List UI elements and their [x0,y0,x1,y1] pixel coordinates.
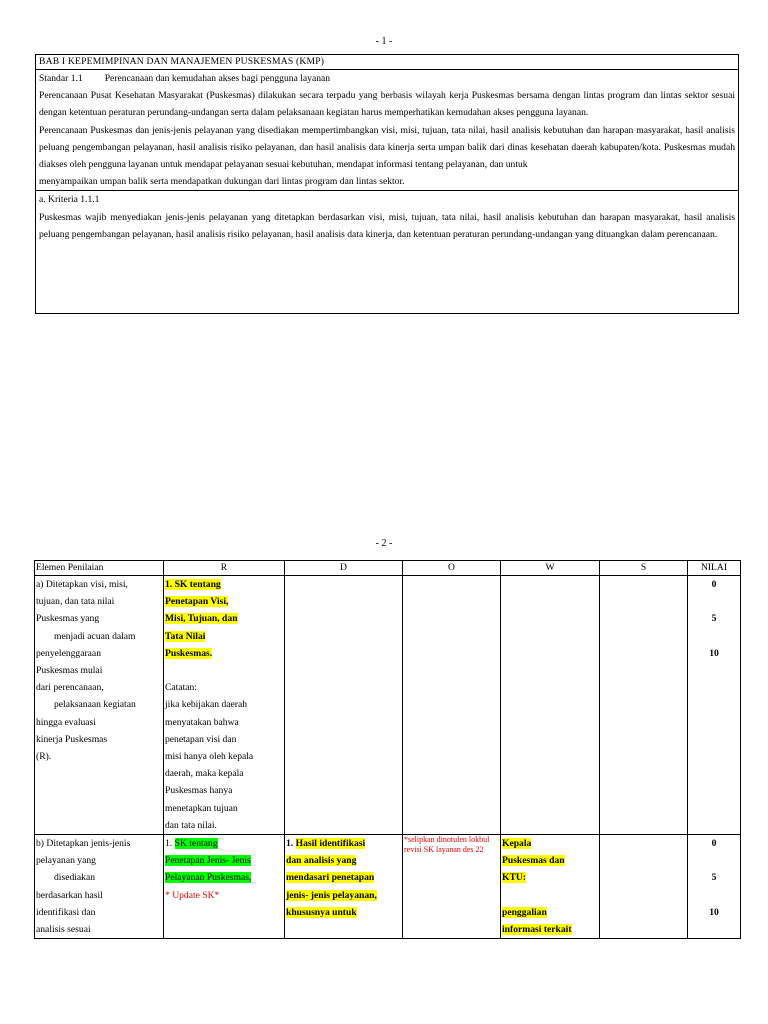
page-number: - 1 - [375,36,393,47]
table-row [35,835,741,939]
elemen-line: a) Ditetapkan visi, misi, [36,579,128,590]
o-cell [403,835,501,939]
note-line: Catatan: [165,682,197,694]
page-number: - 2 - [375,538,393,549]
assessment-table [34,560,741,939]
criteria-section [36,191,738,243]
r-cell [164,835,285,939]
w-line: Puskesmas dan [502,855,565,867]
w-line: KTU: [502,872,526,884]
standard-paragraph-2-end: menyampaikan umpan balik serta mendapatkan dukungan dari lintas program dan lintas sektor. [39,176,405,188]
standard-box [35,54,739,314]
elemen-line: Puskesmas mulai [36,665,103,677]
standard-code: Standar 1.1 [39,73,83,84]
column-header-elemen: Elemen Penilaian [35,561,164,576]
elemen-line: berdasarkan hasil [36,889,103,901]
criteria-title: a. Kriteria 1.1.1 [39,194,100,206]
standard-paragraph-2: Perencanaan Puskesmas dan jenis-jenis pelayanan yang disediakan mempertimbangkan visi, misi, tujuan, tata nilai, hasil analisis kebutuhan dan harapan masyarakat, hasil analisis peluang pengembangan pelayanan, hasil analisis risiko pelayanan, dan hasil analisis data kinerja serta umpan balik dari dinas kesehatan daerah kabupaten/kota. Puskesmas mudah diakses oleh pengguna layanan untuk mendapat pelayanan sesuai kebutuhan, mendapat informasi tentang pelayanan, dan untuk [39,124,735,171]
score-value: 5 [711,872,717,884]
column-header-w: W [501,561,600,576]
score-value: 0 [711,838,717,850]
score-value: 10 [709,906,719,918]
w-cell [501,576,600,835]
note-line: menyatakan bahwa [165,716,239,728]
w-cell [501,835,600,939]
elemen-cell [35,835,164,939]
elemen-line: pelayanan yang [36,855,96,867]
note-line: penetapan visi dan [165,733,237,745]
d-document-line: mendasari penetapan [286,872,375,884]
r-document-line: Tata Nilai [165,630,206,642]
elemen-line: identifikasi dan [36,906,96,918]
criteria-text: Puskesmas wajib menyediakan jenis-jenis pelayanan yang ditetapkan berdasarkan visi, misi, tujuan, tata nilai, hasil analisis kebutuhan dan harapan masyarakat, hasil analisis peluang pengembangan pelayanan, hasil analisis risiko pelayanan, hasil analisis data kinerja, dan ketentuan peraturan perundang-undangan yang dituangkan dalam perencanaan. [39,211,735,240]
note-line: dan tata nilai. [165,819,217,831]
r-document-line: Misi, Tujuan, dan [165,613,238,625]
elemen-line: tujuan, dan tata nilai [36,596,115,608]
elemen-line: dari perencanaan, [36,682,104,694]
elemen-line: kinerja Puskesmas [36,733,108,745]
elemen-line: hingga evaluasi [36,716,96,728]
standard-title: Perencanaan dan kemudahan akses bagi pengguna layanan [104,73,331,84]
elemen-line: pelaksanaan kegiatan [54,699,136,711]
elemen-line: b) Ditetapkan jenis-jenis [36,838,131,850]
d-cell [285,835,403,939]
elemen-line: Puskesmas yang [36,613,100,625]
w-line: Kepala [502,838,532,850]
nilai-cell [688,576,741,835]
standard-heading [39,70,735,87]
score-value: 0 [711,579,717,590]
standard-paragraph-1: Perencanaan Pusat Kesehatan Masyarakat (Puskesmas) dilakukan secara terpadu yang berbasis wilayah kerja Puskesmas bersama dengan lintas program dan lintas sektor sesuai dengan ketentuan peraturan perundang-undangan serta dalam pelaksanaan kegiatan harus memperhatikan kemudahan akses pengguna layanan. [39,90,735,119]
table-row [35,576,741,835]
w-line: informasi terkait [502,924,572,936]
elemen-line: menjadi acuan dalam [54,630,136,642]
d-document-line: dan analisis yang [286,855,357,867]
r-document-line: Penetapan Jenis- Jenis [165,855,251,867]
column-header-d: D [285,561,403,576]
s-cell [600,835,688,939]
r-number: 1. [165,838,173,850]
note-line: jika kebijakan daerah [165,699,248,711]
update-note: * Update SK* [165,889,220,901]
table-header-row [35,561,741,576]
w-line: penggalian [502,906,547,918]
column-header-r: R [164,561,285,576]
r-document-line: 1. SK tentang [165,579,221,590]
r-document-line: Pelayanan Puskesmas, [165,872,252,884]
note-line: daerah, maka kepala [165,768,244,780]
elemen-cell [35,576,164,835]
column-header-o: O [403,561,501,576]
elemen-line: penyelenggaraan [36,647,101,659]
nilai-cell [688,835,741,939]
d-document-line: jenis- jenis pelayanan, [286,889,377,901]
note-line: misi hanya oleh kepala [165,751,254,763]
score-value: 5 [711,613,717,625]
d-cell [285,576,403,835]
score-value: 10 [709,647,719,659]
elemen-line: (R). [36,751,52,763]
chapter-title: BAB I KEPEMIMPINAN DAN MANAJEMEN PUSKESMAS (KMP) [36,55,738,70]
r-cell [164,576,285,835]
r-document-line: SK tentang [174,838,218,850]
revision-note: *selipkan dinotulen lokbul revisi SK layanan des 22 [404,835,490,855]
s-cell [600,576,688,835]
column-header-nilai: NILAI [688,561,741,576]
d-number: 1. [286,838,294,850]
d-document-line: Hasil identifikasi [295,838,366,850]
r-document-line: Penetapan Visi, [165,596,229,608]
r-document-line: Puskesmas. [165,647,213,659]
d-document-line: khususnya untuk [286,906,357,918]
elemen-line: disediakan [54,872,96,884]
note-line: Puskesmas hanya [165,785,233,797]
note-line: menetapkan tujuan [165,802,238,814]
elemen-line: analisis sesuai [36,924,91,936]
standard-section [36,70,738,191]
column-header-s: S [600,561,688,576]
o-cell [403,576,501,835]
